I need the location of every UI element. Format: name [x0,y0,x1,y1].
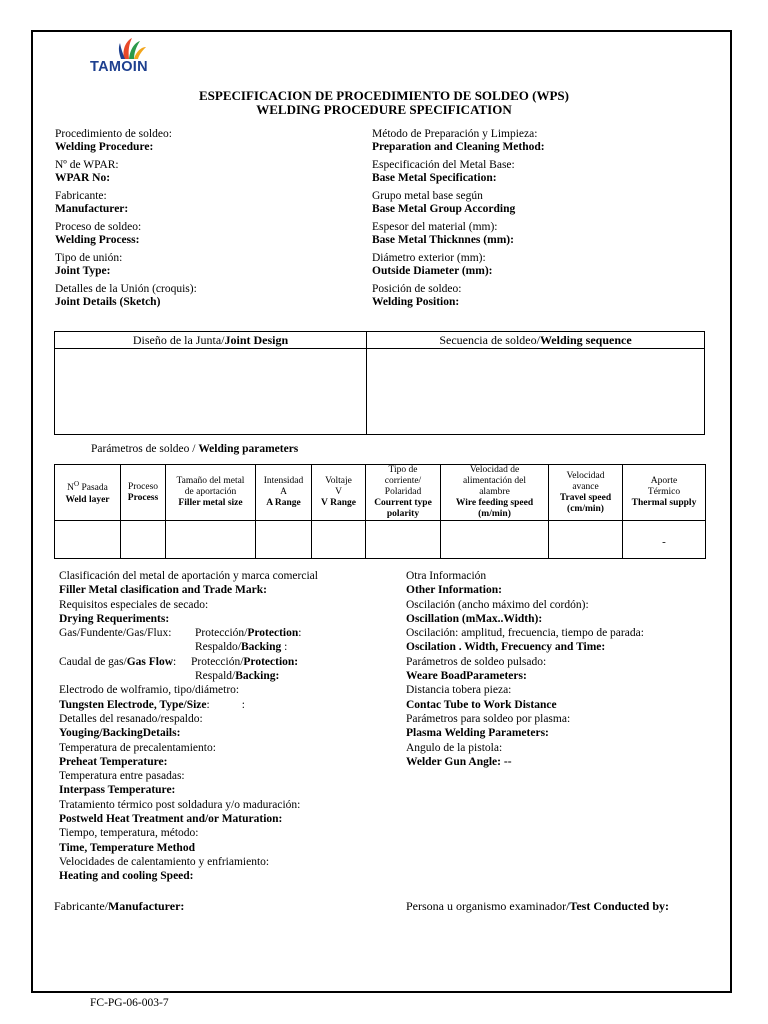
travel-en-1: Travel speed [559,492,612,503]
joint-design-label-es: Diseño de la Junta/ [132,333,225,347]
info-text: Temperatura entre pasadas: [59,770,185,783]
field-left-5 [55,283,197,309]
info-line [406,712,644,726]
weld-layer-sup: O [74,480,80,489]
form-code: FC-PG-06-003-7 [90,997,169,1009]
info-line [59,812,318,826]
field-label-en: Manufacturer: [55,203,129,215]
subfield-en: Protection: [243,655,299,668]
test-conducted-es: Persona u organismo examinador/ [406,899,570,913]
info-text: Oscilación: amplitud, frecuencia, tiempo de parada: [406,627,644,640]
current-es-3: Polaridad [384,487,422,497]
filler-es-1: Tamaño del metal [176,476,245,486]
voltage-es: Voltaje [325,476,352,486]
field-label-es: Posición de soldeo: [372,283,462,295]
field-label-es: Método de Preparación y Limpieza: [372,128,538,140]
field-label-en: Welding Process: [55,234,140,246]
info-text: Distancia tobera pieza: [406,684,512,697]
table-cell[interactable]: - [623,521,706,559]
info-line [406,726,644,740]
left-info-block [59,569,318,884]
info-line [59,655,318,669]
info-text: Angulo de la pistola [406,741,499,754]
info-line [406,698,644,712]
info-line [59,640,318,654]
wire-es-3: alambre [479,487,510,497]
field-label-en: Preparation and Cleaning Method: [372,141,545,153]
col-v-range [312,465,366,521]
info-line [59,741,318,755]
field-label-es: Tipo de unión: [55,252,123,264]
joint-design-box [54,331,705,435]
title-en: WELDING PROCEDURE SPECIFICATION [256,102,512,117]
info-line [406,655,644,669]
manufacturer-signature [54,900,184,913]
field-label-en: Base Metal Thicknnes (mm): [372,234,514,246]
info-text-bold: Gas Flow [126,655,174,668]
field-left-2 [55,190,128,216]
filler-en: Filler metal size [178,498,243,508]
info-line [59,698,318,712]
thermal-es-1: Aporte [650,476,678,486]
welding-sequence-label-en: Welding sequence [539,333,632,347]
info-line [59,669,318,683]
test-conducted-by [406,900,669,913]
col-current-type [366,465,441,521]
col-thermal-supply [623,465,706,521]
field-left-0 [55,128,172,154]
info-text: Tratamiento térmico post soldadura y/o maduración: [59,798,301,811]
info-text: Other Information: [406,584,502,597]
wire-en-1: Wire feeding speed [455,498,534,508]
manufacturer-sig-es: Fabricante/ [54,899,108,913]
welding-sequence-label-es: Secuencia de soldeo/ [439,333,540,347]
info-text-tail: : [173,655,177,668]
info-text: Tungsten Electrode, Type/Size [59,698,207,711]
filler-es-2: de aportación [184,487,237,497]
info-text: Parámetros de soldeo pulsado: [406,655,547,668]
info-text: Parámetros para soldeo por plasma [406,712,567,725]
current-en-2: polarity [386,509,420,519]
voltage-en: V Range [321,498,356,508]
manufacturer-sig-en: Manufacturer: [107,899,185,913]
field-label-es: Grupo metal base según [372,190,483,202]
table-cell[interactable] [121,521,166,559]
info-line [59,726,318,740]
weld-layer-en: Weld layer [65,494,110,505]
intensity-es: Intensidad [263,476,304,486]
info-line [59,569,318,583]
info-line [59,869,318,883]
col-process [121,465,166,521]
field-label-es: Nº de WPAR: [55,159,119,171]
thermal-es-2: Térmico [647,487,681,497]
welding-parameters-table [54,464,706,559]
subfield-en: Protection [247,627,299,640]
info-line [406,669,644,683]
info-text: Tiempo, temperatura, método: [59,827,199,840]
subfield-es: Protección/ [191,655,244,668]
field-label-en: Welding Procedure: [55,141,154,153]
col-wire-feeding-speed [441,465,549,521]
current-es-1: Tipo de [388,465,418,475]
field-right-3 [372,221,514,247]
field-label-en: Joint Type: [55,265,111,277]
info-subfield [195,641,287,653]
weld-layer-es-b: Pasada [79,483,108,494]
info-text: Preheat Temperature: [59,755,168,768]
info-line [406,612,644,626]
current-es-2: corriente/ [384,476,422,486]
col-weld-layer [55,465,121,521]
info-text: Requisitos especiales de secado: [59,598,209,611]
welding-sequence-header [367,332,704,349]
table-cell[interactable] [366,521,441,559]
current-en-1: Courrent type [374,498,432,508]
col-a-range [256,465,312,521]
info-text: Temperatura de precalentamiento: [59,741,216,754]
table-cell[interactable] [256,521,312,559]
info-tail: : [566,712,571,725]
field-label-es: Procedimiento de soldeo: [55,128,172,140]
subfield-tail: : [281,641,288,654]
info-line [406,741,644,755]
table-cell[interactable] [549,521,623,559]
subfield-en: Backing: [235,670,280,683]
info-line [59,798,318,812]
joint-box-divider [366,332,367,434]
field-right-4 [372,252,493,278]
welding-parameters-label [91,443,298,455]
info-subfield [191,656,298,668]
travel-es-1: Velocidad [566,470,605,481]
table-cell[interactable] [55,521,121,559]
table-header-row [55,465,706,521]
travel-en-2: (cm/min) [567,503,604,514]
info-text: Weare BoadParameters: [406,670,527,683]
info-text: Clasificación del metal de aportación y marca comercial [59,570,318,582]
field-left-3 [55,221,141,247]
intensity-en: A Range [266,498,301,508]
field-right-1 [372,159,515,185]
subfield-es: Respaldo/ [195,641,241,654]
subfield-en: Backing [241,641,282,654]
field-left-4 [55,252,122,278]
subfield-es: Protección/ [195,627,248,640]
logo-text: TAMOIN [90,59,148,75]
process-en: Process [127,492,159,503]
field-right-0 [372,128,545,154]
field-label-es: Especificación del Metal Base: [372,159,515,171]
table-cell[interactable] [312,521,366,559]
info-line [59,755,318,769]
field-left-1 [55,159,119,185]
joint-design-header [55,332,366,349]
info-line [59,583,318,597]
info-text: Heating and cooling Speed: [59,870,194,883]
field-label-en: Base Metal Specification: [372,172,497,184]
field-label-en: WPAR No: [55,172,111,184]
wire-en-2: (m/min) [478,509,511,519]
info-line [406,640,644,654]
col-travel-speed [549,465,623,521]
info-text: Postweld Heat Treatment and/or Maturation: [59,813,283,826]
info-text: Plasma Welding Parameters: [406,727,549,740]
info-subfield [195,627,301,639]
table-cell[interactable] [166,521,256,559]
info-line [59,826,318,840]
info-line [59,712,318,726]
field-label-es: Espesor del material (mm): [372,221,498,233]
voltage-unit: V [335,487,342,497]
info-line [59,612,318,626]
field-label-en: Joint Details (Sketch) [55,296,161,308]
field-label-en: Base Metal Group According [372,203,516,215]
params-label-en: Welding parameters [198,443,299,455]
field-label-en: Welding Position: [372,296,460,308]
info-tail: : [498,741,503,754]
info-tail: : [206,698,210,711]
info-text: Drying Requeriments: [59,612,170,625]
info-text: Detalles del resanado/respaldo: [59,712,203,725]
field-label-es: Diámetro exterior (mm): [372,252,486,264]
travel-es-2: avance [572,481,599,492]
info-line [59,769,318,783]
field-label-es: Detalles de la Unión (croquis): [55,283,197,295]
info-line [406,626,644,640]
info-line [406,755,644,769]
info-text: Youging/BackingDetails: [59,727,181,740]
weld-layer-es-a: N [67,483,75,494]
info-text: Otra Información [406,570,487,582]
table-cell[interactable] [441,521,549,559]
info-line [406,569,644,583]
wire-es-2: alimentación del [462,476,527,486]
info-text: Interpass Temperature: [59,784,176,797]
info-line [59,783,318,797]
info-text: Oscilation . Width, Frecuency and Time: [406,641,606,654]
right-info-block [406,569,644,769]
info-line [59,841,318,855]
title-es: ESPECIFICACION DE PROCEDIMIENTO DE SOLDEO (WPS) [199,88,569,103]
info-tail2: : [241,698,245,711]
thermal-en: Thermal supply [631,498,697,508]
info-text: Oscillation (mMax..Width): [406,612,543,625]
info-text: Velocidades de calentamiento y enfriamiento: [59,855,270,868]
info-text: Contac Tube to Work Distance [406,698,557,711]
field-right-5 [372,283,461,309]
info-text: Electrodo de wolframio, tipo/diámetro: [59,684,240,697]
info-line [406,583,644,597]
info-text: Oscilación (ancho máximo del cordón): [406,598,589,611]
intensity-unit: A [280,487,287,497]
info-text: Gas/Fundente/Gas/Flux: [59,627,172,640]
field-label-en: Outside Diameter (mm): [372,265,493,277]
info-text: Welder Gun Angle: -- [406,755,512,768]
table-row [55,521,706,559]
info-subfield [195,670,279,682]
field-label-es: Fabricante: [55,190,107,202]
info-line [406,598,644,612]
col-filler-metal-size [166,465,256,521]
info-line [406,683,644,697]
info-text: Time, Temperature Method [59,841,195,854]
subfield-es: Respald/ [195,670,236,683]
info-line [59,855,318,869]
info-text: Caudal de gas/ [59,655,127,668]
params-label-es: Parámetros de soldeo / [91,443,199,455]
subfield-tail: : [298,627,302,640]
info-line [59,626,318,640]
field-label-es: Proceso de soldeo: [55,221,142,233]
info-text: Filler Metal clasification and Trade Mark: [59,584,267,597]
test-conducted-en: Test Conducted by: [569,899,669,913]
info-line [59,683,318,697]
process-es: Proceso [127,481,159,492]
joint-design-label-en: Joint Design [224,333,289,347]
field-right-2 [372,190,515,216]
wire-es-1: Velocidad de [469,465,520,475]
info-line [59,598,318,612]
